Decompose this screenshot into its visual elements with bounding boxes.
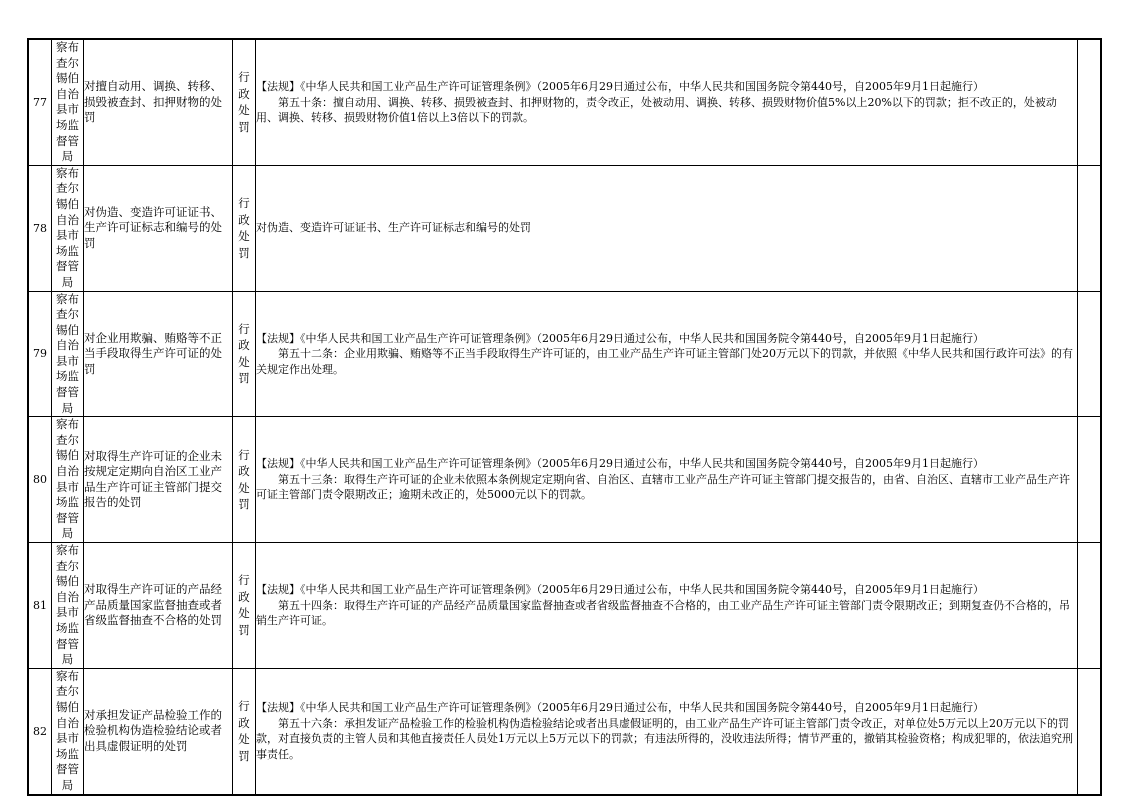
department-name: 察布查尔锡伯自治县市场监督管局 bbox=[56, 165, 79, 289]
blank-cell bbox=[1078, 165, 1102, 291]
table-row bbox=[28, 165, 1101, 291]
row-number: 79 bbox=[28, 291, 52, 417]
type-cell bbox=[233, 543, 256, 669]
legal-basis-article: 第五十四条：取得生产许可证的产品经产品质量国家监督抽查或者省级监督抽查不合格的，由工业产品生产许可证主管部门责令限期改正；到期复查仍不合格的，吊销生产许可证。 bbox=[256, 598, 1070, 628]
blank-cell bbox=[1078, 668, 1102, 794]
row-number: 81 bbox=[28, 543, 52, 669]
item-name: 对企业用欺骗、贿赂等不正当手段取得生产许可证的处罚 bbox=[84, 291, 233, 417]
item-name: 对承担发证产品检验工作的检验机构伪造检验结论或者出具虚假证明的处罚 bbox=[84, 668, 233, 794]
legal-basis-law: 【法规】《中华人民共和国工业产品生产许可证管理条例》（2005年6月29日通过公布，中华人民共和国国务院令第440号，自2005年9月1日起施行） bbox=[256, 457, 984, 471]
type-cell bbox=[233, 165, 256, 291]
type-cell bbox=[233, 39, 256, 165]
type-cell bbox=[233, 417, 256, 543]
department-cell bbox=[52, 165, 84, 291]
item-name: 对伪造、变造许可证证书、生产许可证标志和编号的处罚 bbox=[84, 165, 233, 291]
table-row bbox=[28, 291, 1101, 417]
penalty-type: 行政处罚 bbox=[238, 70, 250, 134]
legal-basis-article: 第五十条：擅自动用、调换、转移、损毁被查封、扣押财物的，责令改正，处被动用、调换、转移、损毁财物价值5%以上20%以下的罚款；拒不改正的，处被动用、调换、转移、损毁财物价值1倍以上3倍以下的罚款。 bbox=[256, 95, 1057, 125]
blank-cell bbox=[1078, 39, 1102, 165]
penalty-type: 行政处罚 bbox=[238, 447, 250, 512]
blank-cell bbox=[1078, 543, 1102, 669]
item-name: 对取得生产许可证的企业未按规定定期向自治区工业产品生产许可证主管部门提交报告的处罚 bbox=[84, 417, 233, 543]
blank-cell bbox=[1078, 417, 1102, 543]
penalty-table bbox=[27, 38, 1102, 796]
penalty-type: 行政处罚 bbox=[238, 196, 250, 260]
legal-basis-cell bbox=[256, 543, 1078, 669]
department-name: 察布查尔锡伯自治县市场监督管局 bbox=[56, 291, 79, 415]
department-cell bbox=[52, 417, 84, 543]
department-cell bbox=[52, 39, 84, 165]
department-cell bbox=[52, 668, 84, 794]
table-row bbox=[28, 668, 1101, 794]
legal-basis-article: 第五十三条：取得生产许可证的企业未依照本条例规定定期向省、自治区、直辖市工业产品生产许可证主管部门提交报告的，由省、自治区、直辖市工业产品生产许可证主管部门责令限期改正；逾期未改正的，处5000元以下的罚款。 bbox=[256, 472, 1070, 502]
legal-basis-article: 第五十六条：承担发证产品检验工作的检验机构伪造检验结论或者出具虚假证明的，由工业产品生产许可证主管部门责令改正，对单位处5万元以上20万元以下的罚款，对直接负责的主管人员和其他直接责任人员处1万元以上5万元以下的罚款；有违法所得的，没收违法所得；情节严重的，撤销其检验资格；构成犯罪的，依法追究刑事责任。 bbox=[256, 716, 1073, 761]
legal-basis-cell bbox=[256, 291, 1078, 417]
legal-basis-law: 【法规】《中华人民共和国工业产品生产许可证管理条例》（2005年6月29日通过公布，中华人民共和国国务院令第440号，自2005年9月1日起施行） bbox=[256, 583, 984, 597]
department-name: 察布查尔锡伯自治县市场监督管局 bbox=[56, 543, 79, 667]
table-row bbox=[28, 543, 1101, 669]
row-number: 78 bbox=[28, 165, 52, 291]
penalty-type: 行政处罚 bbox=[238, 573, 250, 637]
item-name: 对取得生产许可证的产品经产品质量国家监督抽查或者省级监督抽查不合格的处罚 bbox=[84, 543, 233, 669]
legal-basis-cell bbox=[256, 417, 1078, 543]
legal-basis-article: 第五十二条：企业用欺骗、贿赂等不正当手段取得生产许可证的，由工业产品生产许可证主管部门处20万元以下的罚款，并依照《中华人民共和国行政许可法》的有关规定作出处理。 bbox=[256, 347, 1073, 376]
table-row bbox=[28, 39, 1101, 165]
penalty-type: 行政处罚 bbox=[238, 321, 250, 386]
type-cell bbox=[233, 668, 256, 794]
department-cell bbox=[52, 543, 84, 669]
item-name: 对擅自动用、调换、转移、损毁被查封、扣押财物的处罚 bbox=[84, 39, 233, 165]
department-name: 察布查尔锡伯自治县市场监督管局 bbox=[56, 40, 79, 164]
table-row bbox=[28, 417, 1101, 543]
legal-basis-law: 【法规】《中华人民共和国工业产品生产许可证管理条例》（2005年6月29日通过公布，中华人民共和国国务院令第440号，自2005年9月1日起施行） bbox=[256, 701, 984, 715]
legal-basis-law: 【法规】《中华人民共和国工业产品生产许可证管理条例》（2005年6月29日通过公布，中华人民共和国国务院令第440号，自2005年9月1日起施行） bbox=[256, 331, 984, 345]
department-name: 察布查尔锡伯自治县市场监督管局 bbox=[56, 668, 79, 792]
penalty-type: 行政处罚 bbox=[238, 699, 250, 763]
row-number: 77 bbox=[28, 39, 52, 165]
department-name: 察布查尔锡伯自治县市场监督管局 bbox=[56, 417, 79, 541]
row-number: 80 bbox=[28, 417, 52, 543]
department-cell bbox=[52, 291, 84, 417]
legal-basis-law: 【法规】《中华人民共和国工业产品生产许可证管理条例》（2005年6月29日通过公布，中华人民共和国国务院令第440号，自2005年9月1日起施行） bbox=[256, 80, 984, 94]
legal-basis-law: 对伪造、变造许可证证书、生产许可证标志和编号的处罚 bbox=[256, 221, 531, 235]
row-number: 82 bbox=[28, 668, 52, 794]
legal-basis-cell bbox=[256, 39, 1078, 165]
type-cell bbox=[233, 291, 256, 417]
legal-basis-cell bbox=[256, 668, 1078, 794]
blank-cell bbox=[1078, 291, 1102, 417]
legal-basis-cell bbox=[256, 165, 1078, 291]
